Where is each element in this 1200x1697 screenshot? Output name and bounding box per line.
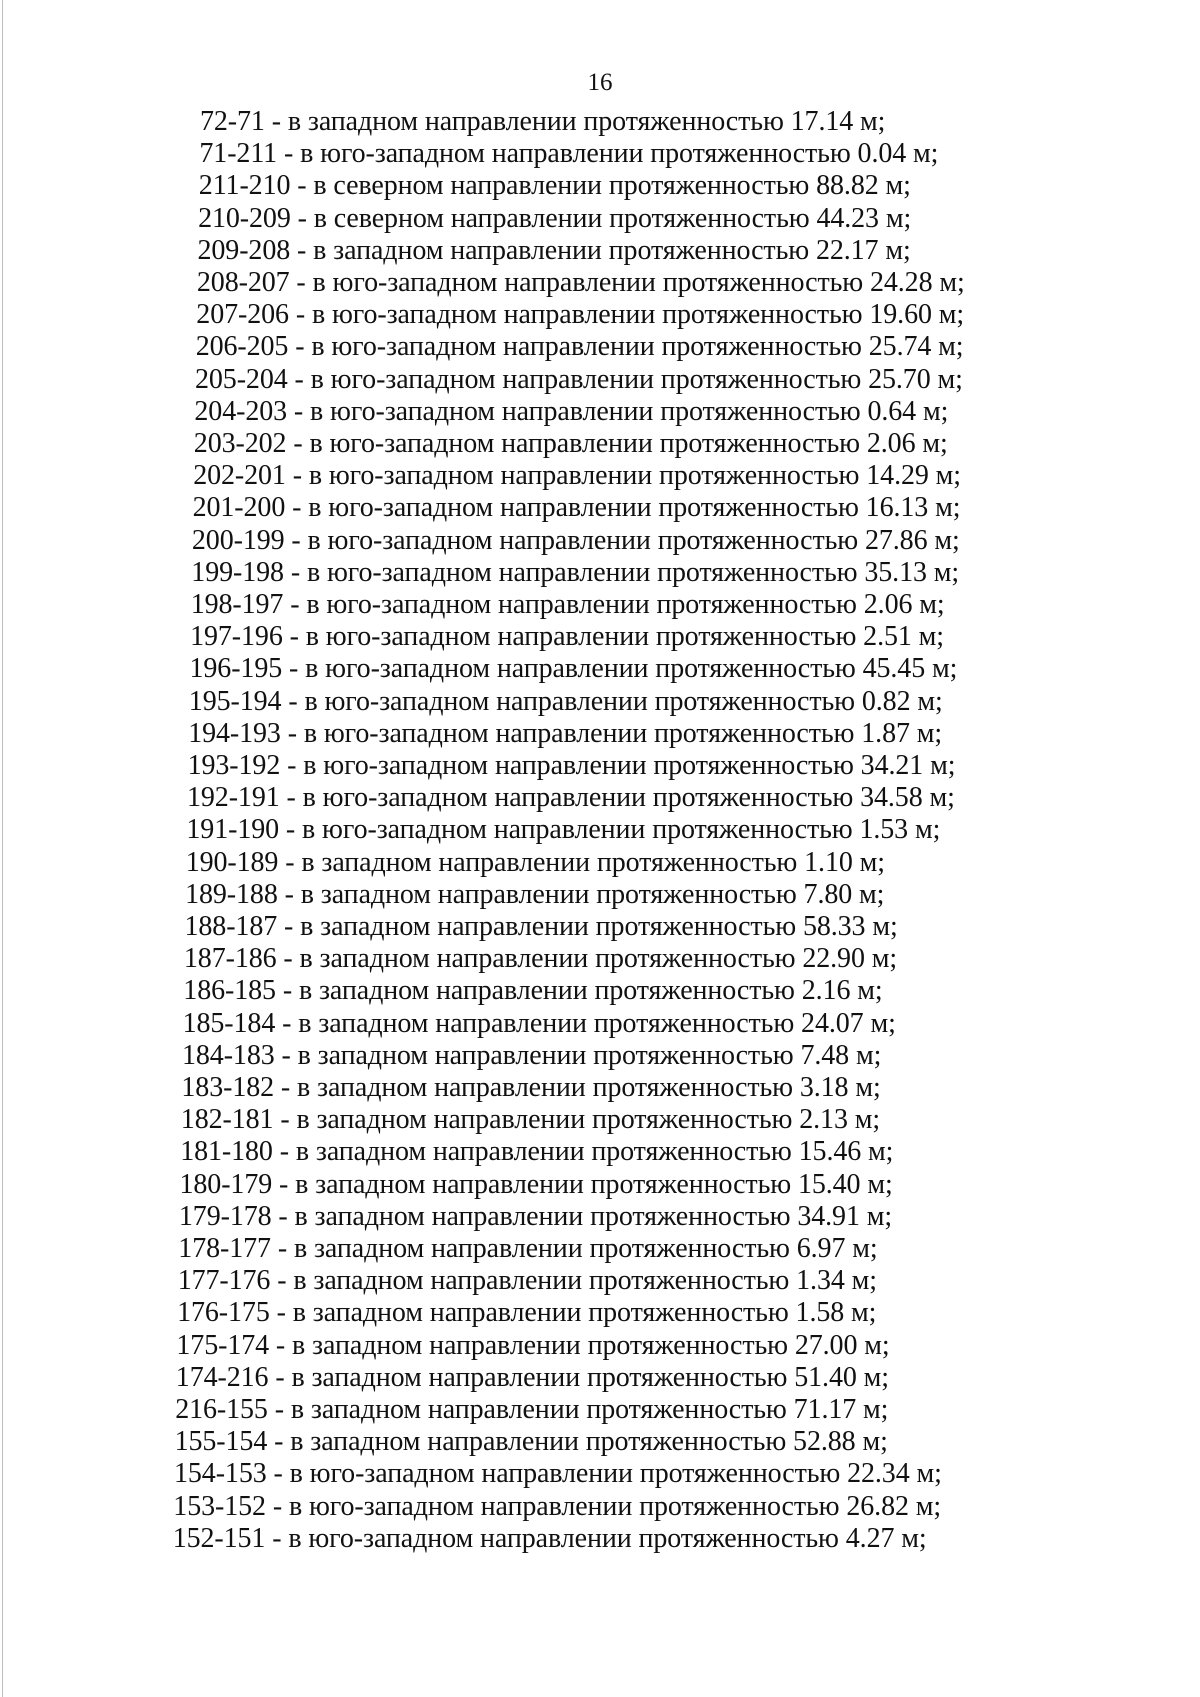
- boundary-segment-line: 183-182 - в западном направлении протяженностью 3.18 м;: [181, 1072, 881, 1103]
- boundary-segment-line: 190-189 - в западном направлении протяженностью 1.10 м;: [185, 846, 885, 878]
- boundary-segment-line: 152-151 - в юго-западном направлении протяженностью 4.27 м;: [172, 1522, 927, 1554]
- boundary-segment-line: 155-154 - в западном направлении протяженностью 52.88 м;: [174, 1426, 888, 1458]
- boundary-segment-line: 200-199 - в юго-западном направлении протяженностью 27.86 м;: [191, 524, 960, 556]
- boundary-segment-line: 178-177 - в западном направлении протяженностью 6.97 м;: [178, 1233, 878, 1264]
- boundary-segment-line: 197-196 - в юго-западном направлении протяженностью 2.51 м;: [190, 621, 944, 653]
- boundary-segment-line: 216-155 - в западном направлении протяженностью 71.17 м;: [175, 1394, 889, 1425]
- boundary-segment-line: 179-178 - в западном направлении протяженностью 34.91 м;: [178, 1200, 893, 1232]
- boundary-segment-line: 71-211 - в юго-западном направлении протяженностью 0.04 м;: [199, 138, 939, 170]
- page-edge: [2, 0, 3, 1697]
- boundary-segment-line: 202-201 - в юго-западном направлении протяженностью 14.29 м;: [193, 460, 961, 492]
- boundary-segment-line: 176-175 - в западном направлении протяженностью 1.58 м;: [177, 1297, 877, 1329]
- boundary-segment-line: 208-207 - в юго-западном направлении протяженностью 24.28 м;: [196, 267, 965, 298]
- boundary-segment-line: 72-71 - в западном направлении протяженностью 17.14 м;: [200, 106, 886, 137]
- boundary-segment-line: 209-208 - в западном направлении протяженностью 22.17 м;: [197, 234, 911, 266]
- boundary-segment-line: 177-176 - в западном направлении протяженностью 1.34 м;: [177, 1265, 877, 1297]
- boundary-segment-line: 185-184 - в западном направлении протяженностью 24.07 м;: [182, 1007, 896, 1039]
- boundary-segment-line: 194-193 - в юго-западном направлении протяженностью 1.87 м;: [188, 717, 943, 749]
- boundary-segment-line: 181-180 - в западном направлении протяженностью 15.46 м;: [180, 1136, 894, 1168]
- boundary-segment-line: 184-183 - в западном направлении протяженностью 7.48 м;: [182, 1039, 882, 1071]
- boundary-segment-line: 203-202 - в юго-западном направлении протяженностью 2.06 м;: [193, 428, 948, 459]
- boundary-segment-line: 154-153 - в юго-западном направлении протяженностью 22.34 м;: [174, 1458, 942, 1490]
- boundary-segment-line: 153-152 - в юго-западном направлении протяженностью 26.82 м;: [173, 1490, 942, 1522]
- boundary-segment-line: 175-174 - в западном направлении протяженностью 27.00 м;: [176, 1329, 890, 1361]
- boundary-segment-line: 193-192 - в юго-западном направлении протяженностью 34.21 м;: [187, 750, 956, 781]
- boundary-segment-line: 182-181 - в западном направлении протяженностью 2.13 м;: [180, 1104, 881, 1136]
- boundary-segment-line: 207-206 - в юго-западном направлении протяженностью 19.60 м;: [196, 299, 965, 331]
- boundary-segment-line: 187-186 - в западном направлении протяженностью 22.90 м;: [183, 943, 898, 975]
- boundary-segment-line: 180-179 - в западном направлении протяженностью 15.40 м;: [179, 1168, 893, 1200]
- boundary-segment-line: 198-197 - в юго-западном направлении протяженностью 2.06 м;: [190, 589, 945, 620]
- boundary-segment-line: 199-198 - в юго-западном направлении протяженностью 35.13 м;: [191, 556, 960, 588]
- boundary-segment-line: 201-200 - в юго-западном направлении протяженностью 16.13 м;: [192, 492, 961, 524]
- boundary-segment-line: 205-204 - в юго-западном направлении протяженностью 25.70 м;: [195, 363, 963, 395]
- page-number: 16: [587, 69, 613, 96]
- boundary-segment-line: 204-203 - в юго-западном направлении протяженностью 0.64 м;: [194, 395, 949, 427]
- boundary-segment-line: 206-205 - в юго-западном направлении протяженностью 25.74 м;: [195, 331, 964, 363]
- boundary-segment-line: 196-195 - в юго-западном направлении протяженностью 45.45 м;: [189, 653, 958, 685]
- boundary-segment-line: 192-191 - в юго-западном направлении протяженностью 34.58 м;: [187, 782, 955, 814]
- boundary-segment-line: 174-216 - в западном направлении протяженностью 51.40 м;: [175, 1361, 889, 1393]
- boundary-segment-line: 189-188 - в западном направлении протяженностью 7.80 м;: [185, 878, 885, 910]
- boundary-segment-line: 188-187 - в западном направлении протяженностью 58.33 м;: [184, 911, 898, 942]
- boundary-segment-line: 210-209 - в северном направлении протяженностью 44.23 м;: [198, 202, 912, 234]
- boundary-segment-line: 186-185 - в западном направлении протяженностью 2.16 м;: [183, 975, 883, 1007]
- boundary-segment-line: 211-210 - в северном направлении протяженностью 88.82 м;: [198, 170, 911, 202]
- boundary-segment-line: 191-190 - в юго-западном направлении протяженностью 1.53 м;: [186, 814, 941, 846]
- boundary-segment-line: 195-194 - в юго-западном направлении протяженностью 0.82 м;: [188, 685, 943, 717]
